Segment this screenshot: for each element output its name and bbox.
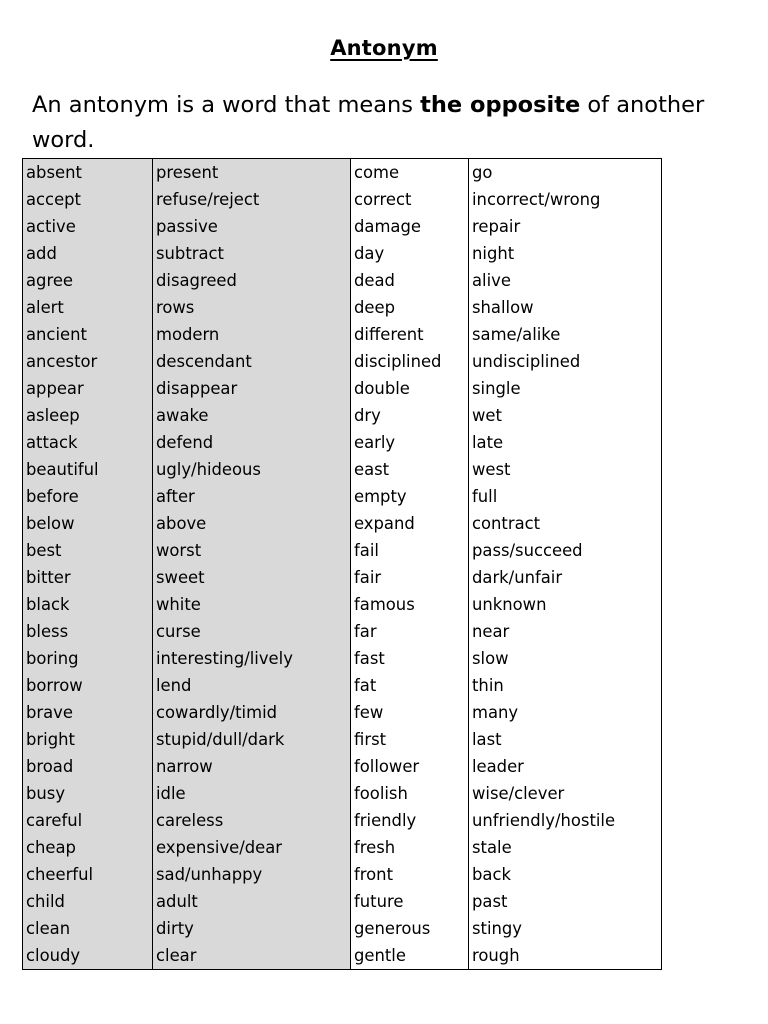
word-cell: future xyxy=(351,888,469,915)
antonym-cell: sweet xyxy=(153,564,351,591)
word-cell: fat xyxy=(351,672,469,699)
antonym-cell: disagreed xyxy=(153,267,351,294)
antonym-cell: wise/clever xyxy=(469,780,662,807)
antonym-cell: unknown xyxy=(469,591,662,618)
antonym-cell: undisciplined xyxy=(469,348,662,375)
table-row xyxy=(23,888,662,915)
table-row xyxy=(23,483,662,510)
word-cell: add xyxy=(23,240,153,267)
antonym-cell: contract xyxy=(469,510,662,537)
antonym-table-body xyxy=(23,159,662,970)
antonym-cell: thin xyxy=(469,672,662,699)
table-row xyxy=(23,537,662,564)
antonym-cell: wet xyxy=(469,402,662,429)
word-cell: bright xyxy=(23,726,153,753)
antonym-cell: dark/unfair xyxy=(469,564,662,591)
word-cell: alert xyxy=(23,294,153,321)
antonym-cell: white xyxy=(153,591,351,618)
word-cell: cheerful xyxy=(23,861,153,888)
word-cell: black xyxy=(23,591,153,618)
antonym-table xyxy=(22,158,662,970)
word-cell: boring xyxy=(23,645,153,672)
word-cell: generous xyxy=(351,915,469,942)
antonym-cell: stingy xyxy=(469,915,662,942)
antonym-cell: incorrect/wrong xyxy=(469,186,662,213)
antonym-cell: same/alike xyxy=(469,321,662,348)
word-cell: bless xyxy=(23,618,153,645)
word-cell: absent xyxy=(23,159,153,187)
antonym-cell: above xyxy=(153,510,351,537)
word-cell: famous xyxy=(351,591,469,618)
antonym-cell: pass/succeed xyxy=(469,537,662,564)
word-cell: few xyxy=(351,699,469,726)
antonym-cell: worst xyxy=(153,537,351,564)
word-cell: different xyxy=(351,321,469,348)
antonym-cell: many xyxy=(469,699,662,726)
word-cell: cloudy xyxy=(23,942,153,970)
antonym-cell: late xyxy=(469,429,662,456)
antonym-cell: rough xyxy=(469,942,662,970)
word-cell: beautiful xyxy=(23,456,153,483)
antonym-cell: repair xyxy=(469,213,662,240)
table-row xyxy=(23,510,662,537)
antonym-cell: present xyxy=(153,159,351,187)
table-row xyxy=(23,591,662,618)
table-row xyxy=(23,564,662,591)
word-cell: appear xyxy=(23,375,153,402)
table-row xyxy=(23,753,662,780)
word-cell: ancient xyxy=(23,321,153,348)
antonym-cell: defend xyxy=(153,429,351,456)
word-cell: gentle xyxy=(351,942,469,970)
word-cell: borrow xyxy=(23,672,153,699)
antonym-cell: unfriendly/hostile xyxy=(469,807,662,834)
antonym-cell: full xyxy=(469,483,662,510)
word-cell: child xyxy=(23,888,153,915)
word-cell: fail xyxy=(351,537,469,564)
antonym-cell: go xyxy=(469,159,662,187)
table-row xyxy=(23,267,662,294)
word-cell: come xyxy=(351,159,469,187)
word-cell: friendly xyxy=(351,807,469,834)
antonym-cell: last xyxy=(469,726,662,753)
word-cell: attack xyxy=(23,429,153,456)
table-row xyxy=(23,645,662,672)
word-cell: fast xyxy=(351,645,469,672)
antonym-cell: dirty xyxy=(153,915,351,942)
word-cell: fair xyxy=(351,564,469,591)
antonym-cell: stale xyxy=(469,834,662,861)
antonym-cell: idle xyxy=(153,780,351,807)
table-row xyxy=(23,834,662,861)
word-cell: deep xyxy=(351,294,469,321)
word-cell: best xyxy=(23,537,153,564)
word-cell: expand xyxy=(351,510,469,537)
word-cell: brave xyxy=(23,699,153,726)
antonym-cell: clear xyxy=(153,942,351,970)
table-row xyxy=(23,699,662,726)
antonym-cell: lend xyxy=(153,672,351,699)
table-row xyxy=(23,807,662,834)
word-cell: first xyxy=(351,726,469,753)
word-cell: damage xyxy=(351,213,469,240)
table-row xyxy=(23,240,662,267)
word-cell: day xyxy=(351,240,469,267)
antonym-cell: shallow xyxy=(469,294,662,321)
word-cell: fresh xyxy=(351,834,469,861)
table-row xyxy=(23,618,662,645)
antonym-cell: curse xyxy=(153,618,351,645)
table-row xyxy=(23,780,662,807)
antonym-cell: modern xyxy=(153,321,351,348)
table-row xyxy=(23,942,662,970)
word-cell: ancestor xyxy=(23,348,153,375)
table-row xyxy=(23,159,662,187)
word-cell: clean xyxy=(23,915,153,942)
antonym-cell: slow xyxy=(469,645,662,672)
antonym-cell: sad/unhappy xyxy=(153,861,351,888)
antonym-cell: stupid/dull/dark xyxy=(153,726,351,753)
antonym-cell: after xyxy=(153,483,351,510)
antonym-cell: disappear xyxy=(153,375,351,402)
antonym-cell: narrow xyxy=(153,753,351,780)
antonym-cell: cowardly/timid xyxy=(153,699,351,726)
page-title: Antonym xyxy=(330,36,438,60)
word-cell: broad xyxy=(23,753,153,780)
antonym-cell: ugly/hideous xyxy=(153,456,351,483)
table-row xyxy=(23,861,662,888)
table-row xyxy=(23,915,662,942)
intro-emphasis: the opposite xyxy=(420,92,581,118)
table-row xyxy=(23,348,662,375)
table-row xyxy=(23,186,662,213)
antonym-cell: leader xyxy=(469,753,662,780)
table-row xyxy=(23,672,662,699)
antonym-cell: adult xyxy=(153,888,351,915)
word-cell: double xyxy=(351,375,469,402)
word-cell: asleep xyxy=(23,402,153,429)
word-cell: dry xyxy=(351,402,469,429)
antonym-cell: west xyxy=(469,456,662,483)
word-cell: empty xyxy=(351,483,469,510)
antonym-cell: single xyxy=(469,375,662,402)
word-cell: bitter xyxy=(23,564,153,591)
word-cell: busy xyxy=(23,780,153,807)
word-cell: careful xyxy=(23,807,153,834)
antonym-cell: night xyxy=(469,240,662,267)
word-cell: agree xyxy=(23,267,153,294)
table-row xyxy=(23,402,662,429)
antonym-cell: past xyxy=(469,888,662,915)
table-row xyxy=(23,429,662,456)
intro-text-after: of another word. xyxy=(32,92,705,153)
word-cell: active xyxy=(23,213,153,240)
word-cell: early xyxy=(351,429,469,456)
word-cell: correct xyxy=(351,186,469,213)
antonym-cell: near xyxy=(469,618,662,645)
word-cell: far xyxy=(351,618,469,645)
antonym-cell: rows xyxy=(153,294,351,321)
antonym-cell: expensive/dear xyxy=(153,834,351,861)
word-cell: foolish xyxy=(351,780,469,807)
word-cell: accept xyxy=(23,186,153,213)
antonym-cell: alive xyxy=(469,267,662,294)
antonym-cell: passive xyxy=(153,213,351,240)
word-cell: east xyxy=(351,456,469,483)
word-cell: before xyxy=(23,483,153,510)
antonym-cell: careless xyxy=(153,807,351,834)
table-row xyxy=(23,321,662,348)
word-cell: front xyxy=(351,861,469,888)
table-row xyxy=(23,294,662,321)
word-cell: follower xyxy=(351,753,469,780)
table-row xyxy=(23,213,662,240)
word-cell: dead xyxy=(351,267,469,294)
table-row xyxy=(23,456,662,483)
word-cell: below xyxy=(23,510,153,537)
table-row xyxy=(23,726,662,753)
antonym-cell: interesting/lively xyxy=(153,645,351,672)
antonym-cell: back xyxy=(469,861,662,888)
table-row xyxy=(23,375,662,402)
antonym-cell: descendant xyxy=(153,348,351,375)
word-cell: disciplined xyxy=(351,348,469,375)
antonym-cell: subtract xyxy=(153,240,351,267)
intro-paragraph xyxy=(32,88,732,158)
word-cell: cheap xyxy=(23,834,153,861)
intro-text-before: An antonym is a word that means xyxy=(32,92,421,118)
antonym-cell: awake xyxy=(153,402,351,429)
antonym-cell: refuse/reject xyxy=(153,186,351,213)
